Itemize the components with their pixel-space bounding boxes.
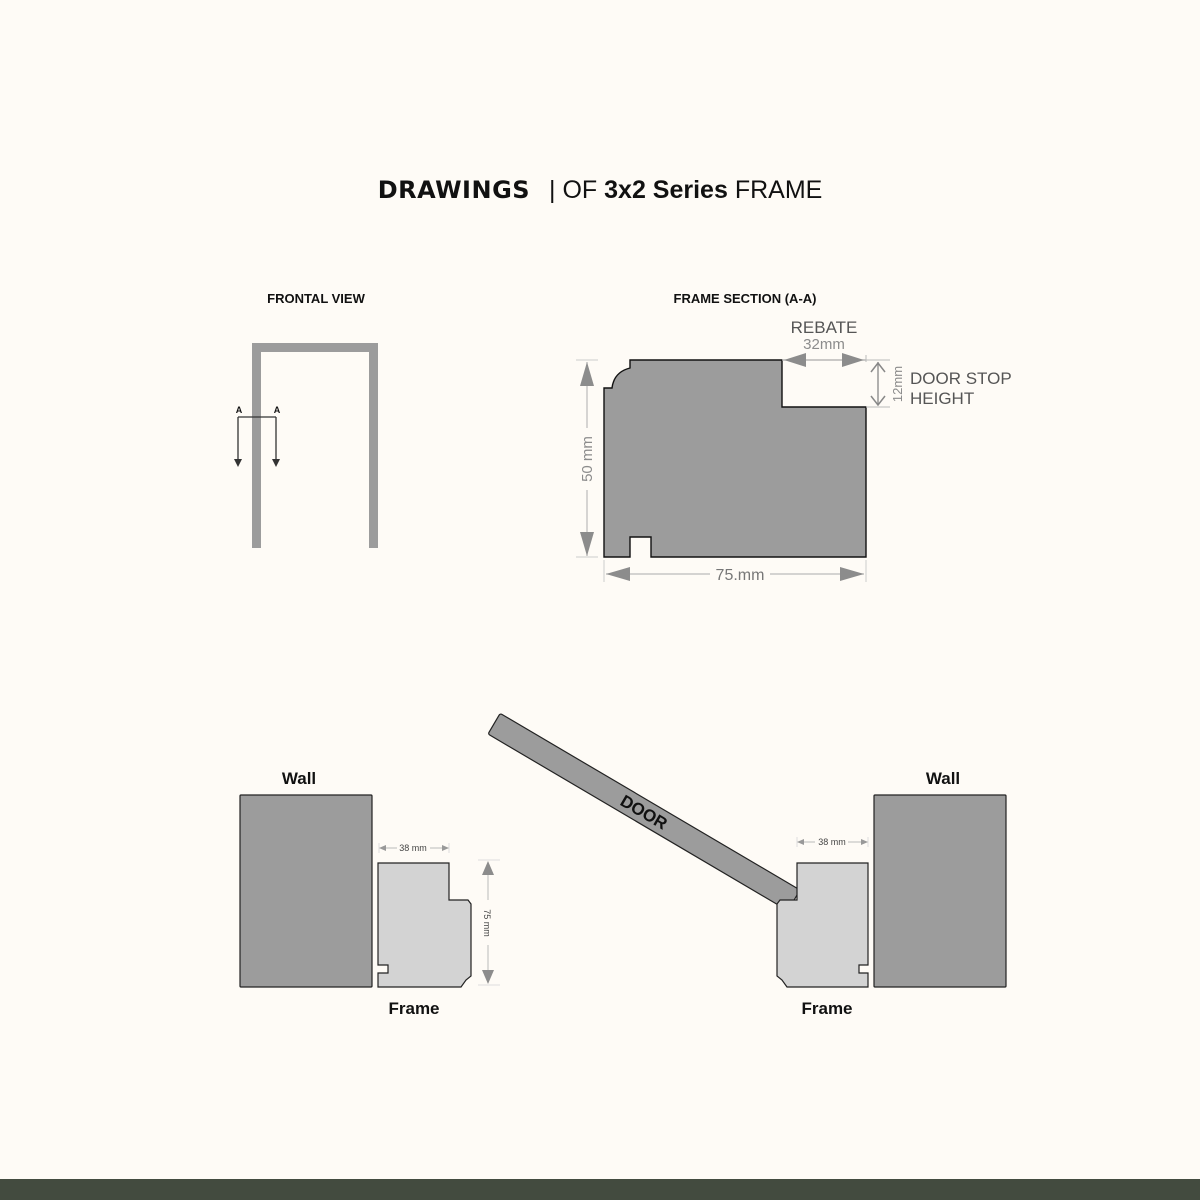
width-value: 75.mm <box>715 567 765 584</box>
title-series: 3x2 Series <box>604 176 728 204</box>
frame-section <box>576 291 1012 584</box>
arrow-down-icon <box>272 459 280 467</box>
plan-view <box>240 713 1006 1018</box>
right-frame-label: Frame <box>801 999 853 1018</box>
arrow-up-icon <box>580 362 594 386</box>
footer-bar <box>0 1179 1200 1200</box>
left-wall-label: Wall <box>281 769 317 788</box>
arrow-right-icon <box>842 353 864 367</box>
title-main: DRAWINGS <box>377 176 531 204</box>
left-frame-profile <box>378 863 471 987</box>
right-wall <box>874 795 1006 987</box>
arrow-left-icon <box>784 353 806 367</box>
arrow-left-icon <box>379 845 386 851</box>
title-suffix: FRAME <box>734 176 823 204</box>
rebate-label: REBATE <box>790 318 858 337</box>
door-slab <box>488 713 800 910</box>
left-wall <box>240 795 372 987</box>
arrow-down-icon <box>580 532 594 556</box>
right-wall-label: Wall <box>925 769 961 788</box>
right-frame-profile <box>777 863 868 987</box>
frame-section-heading: FRAME SECTION (A-A) <box>673 291 817 306</box>
frontal-view-heading: FRONTAL VIEW <box>267 291 365 306</box>
door-label: DOOR <box>616 791 671 834</box>
arrow-right-icon <box>442 845 449 851</box>
arrow-left-icon <box>797 839 804 845</box>
title-separator: | OF <box>549 176 598 204</box>
arrow-left-icon <box>606 567 630 581</box>
section-marker-right: A <box>273 405 281 415</box>
left-frame-depth: 75 mm <box>482 909 492 937</box>
arrow-down-icon <box>234 459 242 467</box>
frontal-view <box>234 291 378 548</box>
arrow-right-icon <box>861 839 868 845</box>
arrow-down-icon <box>482 970 494 984</box>
door-frame-outline <box>252 343 378 548</box>
frame-section-profile <box>604 360 866 557</box>
rebate-value: 32mm <box>803 336 845 353</box>
arrow-right-icon <box>840 567 864 581</box>
section-marker-left: A <box>235 405 243 415</box>
door-stop-label-line2: HEIGHT <box>910 389 975 408</box>
left-frame-label: Frame <box>388 999 440 1018</box>
door-stop-label-line1: DOOR STOP <box>910 369 1012 388</box>
arrow-up-icon <box>482 861 494 875</box>
height-value: 50 mm <box>579 436 596 482</box>
right-frame-width: 38 mm <box>818 837 846 847</box>
door-stop-value: 12mm <box>890 365 905 403</box>
left-frame-width: 38 mm <box>399 843 427 853</box>
